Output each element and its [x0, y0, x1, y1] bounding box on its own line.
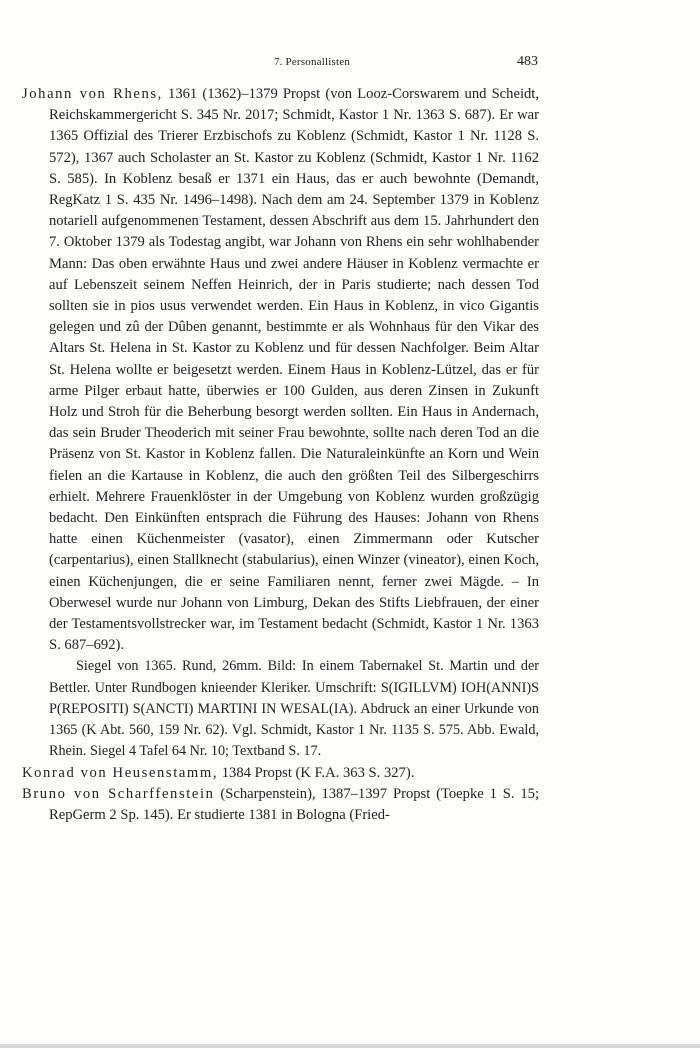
entry-text: (Scharpenstein), 1387–1397 Propst (Toepke 1 S. 15; RepGerm 2 Sp. 145). Er studierte 1381 in Bologna (Fried-: [49, 785, 540, 823]
entry-text: 1384 Propst (K F.A. 363 S. 327).: [218, 764, 415, 781]
entry-name: Johann von Rhens,: [22, 86, 163, 102]
seal-text: Siegel von 1365. Rund, 26mm. Bild: In einem Tabernakel St. Martin und der Bettler. Unter Rundbogen knieender Kleriker. Umschrift: S(IGILLVM) IOH(ANNI)S P(REPOSITI) S(ANCTI) MARTINI IN WESAL(IA). Abdruck an einer Urkunde von 1365 (K Abt. 560, 159 Nr. 62). Vgl. Schmidt, Kastor 1 Nr. 1135 S. 575. Abb. Ewald, Rhein. Siegel 4 Tafel 64 Nr. 10; Textband S. 17.: [49, 658, 539, 760]
page-bottom-edge: [0, 1044, 700, 1048]
body-text: [22, 84, 539, 826]
entry-text: 1361 (1362)–1379 Propst (von Looz-Corswarem und Scheidt, Reichskammergericht S. 345 Nr. 2017; Schmidt, Kastor 1 Nr. 1363 S. 687). Er war 1365 Offizial des Trierer Erzbischofs zu Koblenz (Schmidt, Kastor 1 Nr. 1128 S. 572), 1367 auch Scholaster an St. Kastor zu Koblenz (Schmidt, Kastor 1 Nr. 1162 S. 585). In Koblenz besaß er 1371 ein Haus, das er auch bewohnte (Demandt, RegKatz 1 S. 435 Nr. 1496–1498). Nach dem am 24. September 1379 in Koblenz notariell aufgenommenen Testament, dessen Abschrift aus dem 15. Jahrhundert den 7. Oktober 1379 als Todestag angibt, war Johann von Rhens ein sehr wohlhabender Mann: Das oben erwähnte Haus und zwei andere Häuser in Koblenz vermachte er auf Lebenszeit seinem Neffen Heinrich, der in Paris studierte; nach dessen Tod sollten sie in pios usus verwendet werden. Ein Haus in Koblenz, in vico Gigantis gelegen und zû der Dûben genannt, bestimmte er als Wohnhaus für den Vikar des Altars St. Helena in St. Kastor zu Koblenz und für dessen Nachfolger. Beim Altar St. Helena wollte er beigesetzt werden. Einem Haus in Koblenz-Lützel, das er für arme Pilger erbaut hatte, überwies er 100 Gulden, aus deren Zinsen in Zukunft Holz und Stroh für die Beherbung besorgt werden sollten. Ein Haus in Andernach, das sein Bruder Theoderich mit seiner Frau bewohnte, sollte nach deren Tod an die Präsenz von St. Kastor in Koblenz fallen. Die Naturaleinkünfte an Korn und Wein fielen an die Kartause in Koblenz, die auch den größten Teil des Silbergeschirrs erhielt. Mehrere Frauenklöster in der Umgebung von Koblenz wurden großzügig bedacht. Den Einkünften entsprach die Führung des Hauses: Johann von Rhens hatte einen Küchenmeister (vasator), einen Zimmermann oder Kutscher (carpentarius), einen Stallknecht (stabularius), einen Winzer (vineator), einen Koch, einen Küchenjungen, die er seine Familiaren nennt, ferner zwei Mägde. – In Oberwesel wurde nur Johann von Limburg, Dekan des Stifts Liebfrauen, der einer der Testamentsvollstrecker war, im Testament bedacht (Schmidt, Kastor 1 Nr. 1363 S. 687–692).: [49, 86, 539, 654]
running-head: [22, 54, 542, 70]
entry-name: Bruno von Scharffenstein: [22, 785, 215, 802]
entry-konrad-von-heusenstamm: [22, 763, 539, 784]
entry-johann-von-rhens: [22, 84, 539, 656]
entry-name: Konrad von Heusenstamm,: [22, 764, 219, 781]
page-number: 483: [517, 54, 538, 69]
seal-description: [22, 656, 539, 762]
entry-bruno-von-scharffenstein: [22, 784, 539, 826]
section-title: 7. Personallisten: [273, 56, 351, 68]
